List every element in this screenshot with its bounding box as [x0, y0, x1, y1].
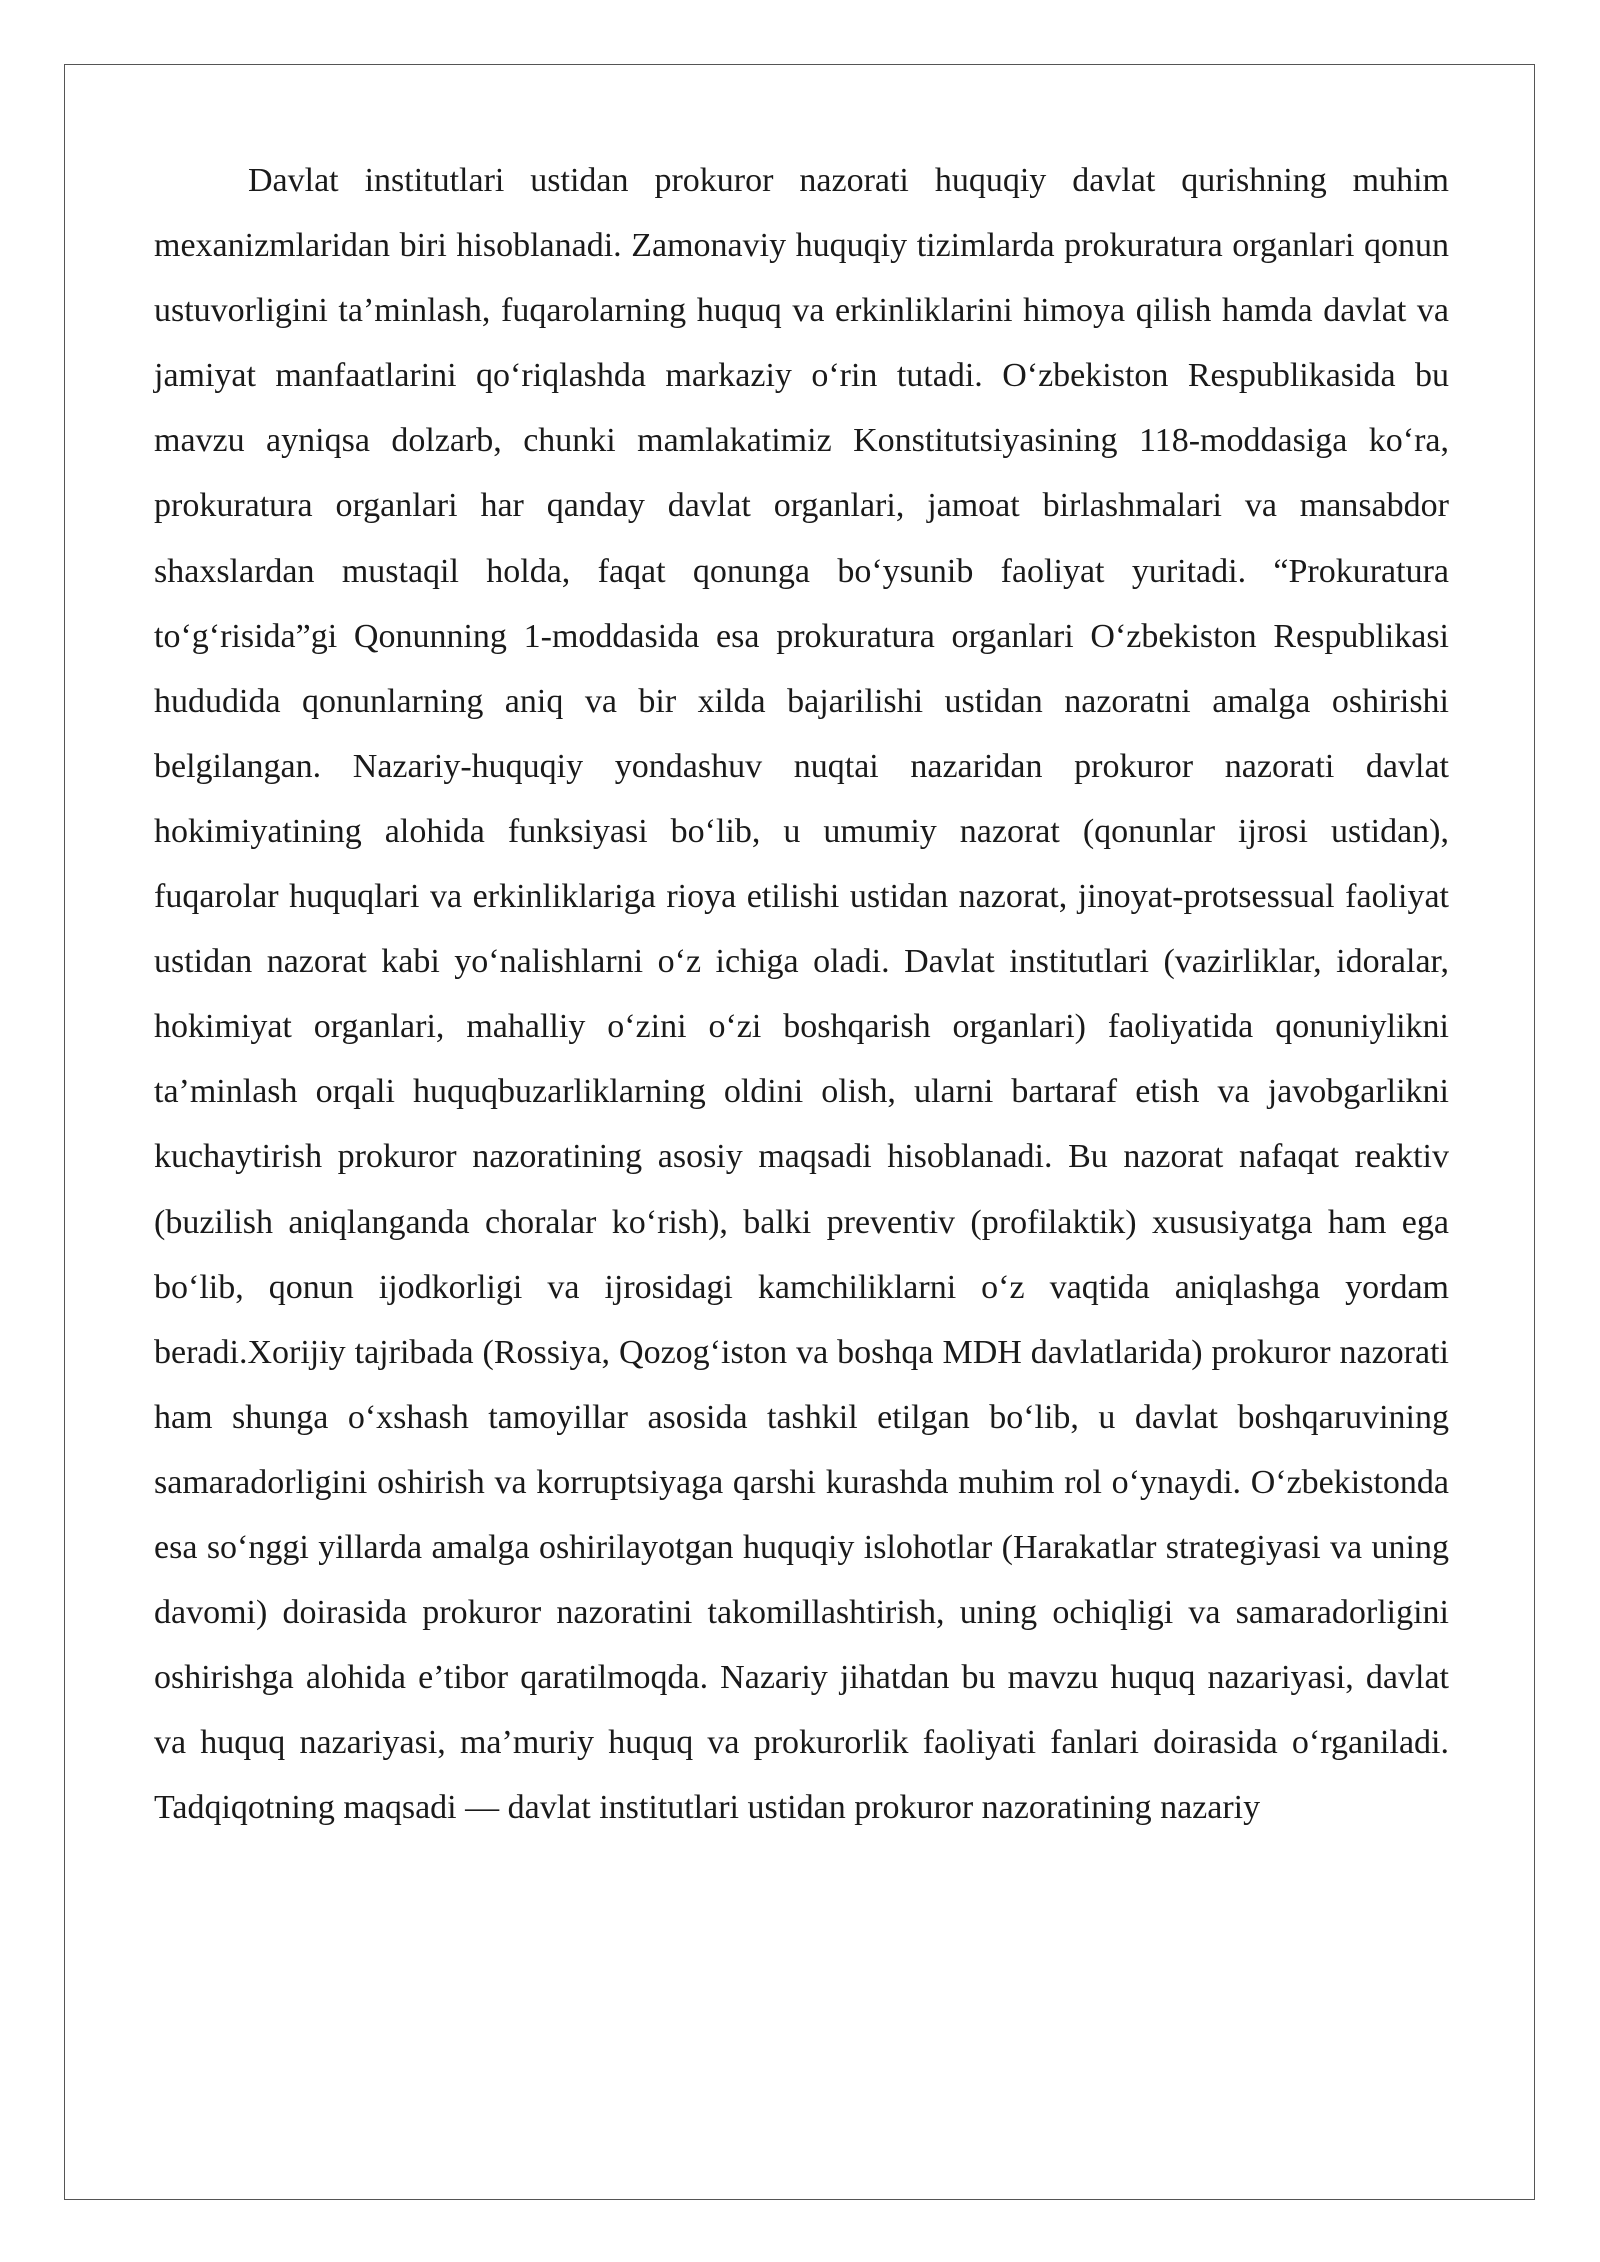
body-paragraph: Davlat institutlari ustidan prokuror nazorati huquqiy davlat qurishning muhim mexanizmlaridan biri hisoblanadi. Zamonaviy huquqiy tizimlarda prokuratura organlari qonun ustuvorligini ta’minlash, fuqarolarning huquq va erkinliklarini himoya qilish hamda davlat va jamiyat manfaatlarini qo‘riqlashda markaziy o‘rin tutadi. O‘zbekiston Respublikasida bu mavzu ayniqsa dolzarb, chunki mamlakatimiz Konstitutsiyasining 118-moddasiga ko‘ra, prokuratura organlari har qanday davlat organlari, jamoat birlashmalari va mansabdor shaxslardan mustaqil holda, faqat qonunga bo‘ysunib faoliyat yuritadi. “Prokuratura to‘g‘risida”gi Qonunning 1-moddasida esa prokuratura organlari O‘zbekiston Respublikasi hududida qonunlarning aniq va bir xilda bajarilishi ustidan nazoratni amalga oshirishi belgilangan. Nazariy-huquqiy yondashuv nuqtai nazaridan prokuror nazorati davlat hokimiyatining alohida funksiyasi bo‘lib, u umumiy nazorat (qonunlar ijrosi ustidan), fuqarolar huquqlari va erkinliklariga rioya etilishi ustidan nazorat, jinoyat-protsessual faoliyat ustidan nazorat kabi yo‘nalishlarni o‘z ichiga oladi. Davlat institutlari (vazirliklar, idoralar, hokimiyat organlari, mahalliy o‘zini o‘zi boshqarish organlari) faoliyatida qonuniylikni ta’minlash orqali huquqbuzarliklarning oldini olish, ularni bartaraf etish va javobgarlikni kuchaytirish prokuror nazoratining asosiy maqsadi hisoblanadi. Bu nazorat nafaqat reaktiv (buzilish aniqlanganda choralar ko‘rish), balki preventiv (profilaktik) xususiyatga ham ega bo‘lib, qonun ijodkorligi va ijrosidagi kamchiliklarni o‘z vaqtida aniqlashga yordam beradi.Xorijiy tajribada (Rossiya, Qozog‘iston va boshqa MDH davlatlarida) prokuror nazorati ham shunga o‘xshash tamoyillar asosida tashkil etilgan bo‘lib, u davlat boshqaruvining samaradorligini oshirish va korruptsiyaga qarshi kurashda muhim rol o‘ynaydi. O‘zbekistonda esa so‘nggi yillarda amalga oshirilayotgan huquqiy islohotlar (Harakatlar strategiyasi va uning davomi) doirasida prokuror nazoratini takomillashtirish, uning ochiqligi va samaradorligini oshirishga alohida e’tibor qaratilmoqda. Nazariy jihatdan bu mavzu huquq nazariyasi, davlat va huquq nazariyasi, ma’muriy huquq va prokurorlik faoliyati fanlari doirasida o‘rganiladi. Tadqiqotning maqsadi — davlat institutlari ustidan prokuror nazoratining nazariy [154, 162, 1449, 1827]
